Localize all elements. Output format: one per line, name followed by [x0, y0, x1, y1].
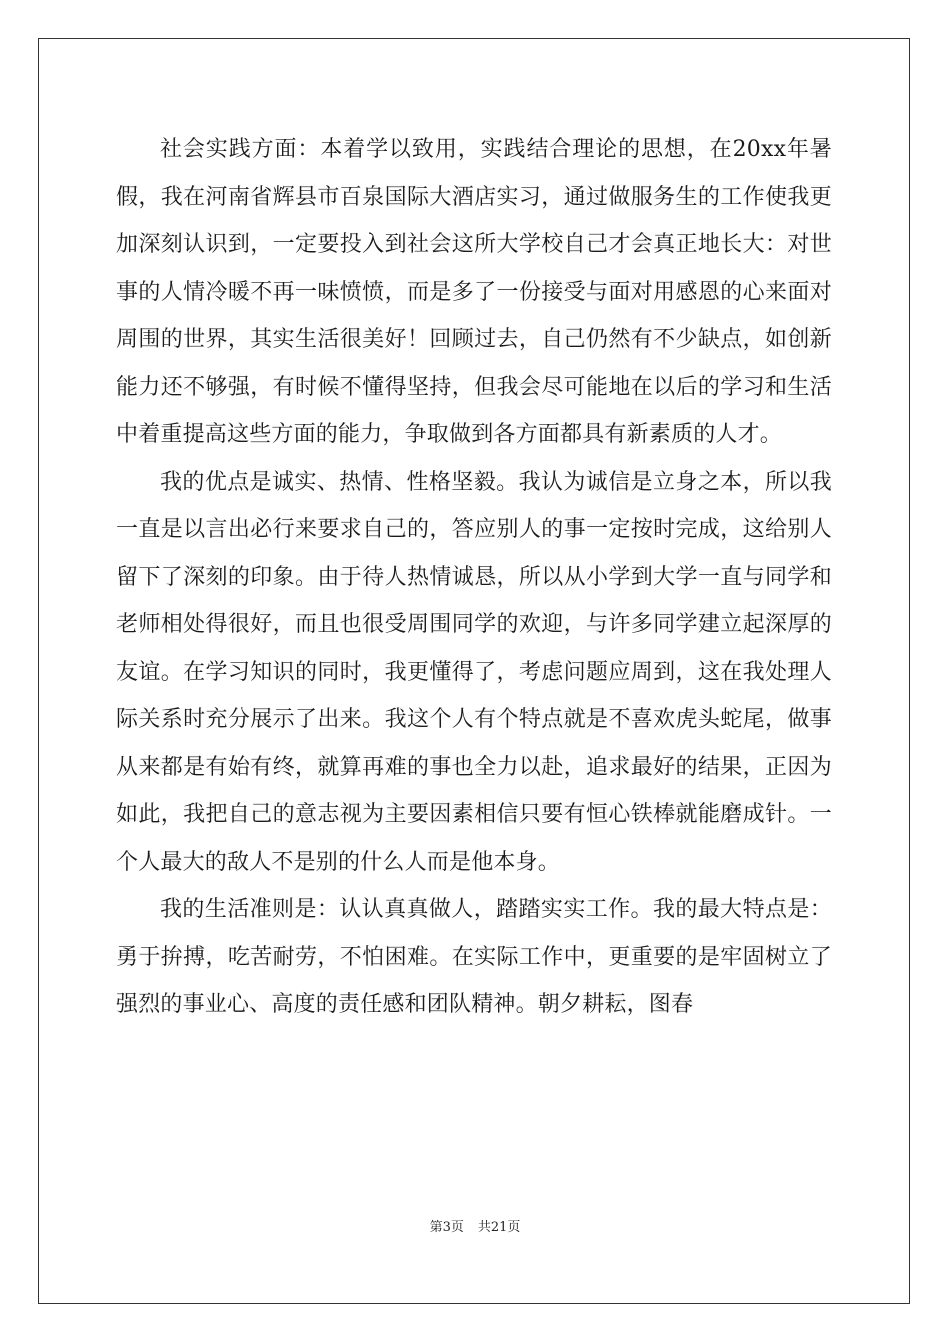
current-page-label: 第3页	[429, 1220, 464, 1235]
paragraph-social-practice: 社会实践方面：本着学以致用，实践结合理论的思想，在20xx年暑假，我在河南省辉县市百泉国际大酒店实习，通过做服务生的工作使我更加深刻认识到，一定要投入到社会这所大学校自己才会真正地长大：对世事的人情冷暖不再一味愤愤，而是多了一份接受与面对用感恩的心来面对周围的世界，其实生活很美好！回顾过去，自己仍然有不少缺点，如创新能力还不够强，有时候不懂得坚持，但我会尽可能地在以后的学习和生活中着重提高这些方面的能力，争取做到各方面都具有新素质的人才。	[116, 137, 832, 447]
paragraph-life-principles: 我的生活准则是：认认真真做人，踏踏实实工作。我的最大特点是：勇于拚搏，吃苦耐劳，不怕困难。在实际工作中，更重要的是牢固树立了强烈的事业心、高度的责任感和团队精神。朝夕耕耘，图春	[116, 897, 832, 1017]
paragraph-strengths: 我的优点是诚实、热情、性格坚毅。我认为诚信是立身之本，所以我一直是以言出必行来要求自己的，答应别人的事一定按时完成，这给别人留下了深刻的印象。由于待人热情诚恳，所以从小学到大学一直与同学和老师相处得很好，而且也很受周围同学的欢迎，与许多同学建立起深厚的友谊。在学习知识的同时，我更懂得了，考虑问题应周到，这在我处理人际关系时充分展示了出来。我这个人有个特点就是不喜欢虎头蛇尾，做事从来都是有始有终，就算再难的事也全力以赴，追求最好的结果，正因为如此，我把自己的意志视为主要因素相信只要有恒心铁棒就能磨成针。一个人最大的敌人不是别的什么人而是他本身。	[116, 469, 832, 875]
page-footer	[0, 1216, 950, 1235]
total-pages-label: 共21页	[477, 1220, 521, 1235]
document-body	[116, 126, 832, 1029]
